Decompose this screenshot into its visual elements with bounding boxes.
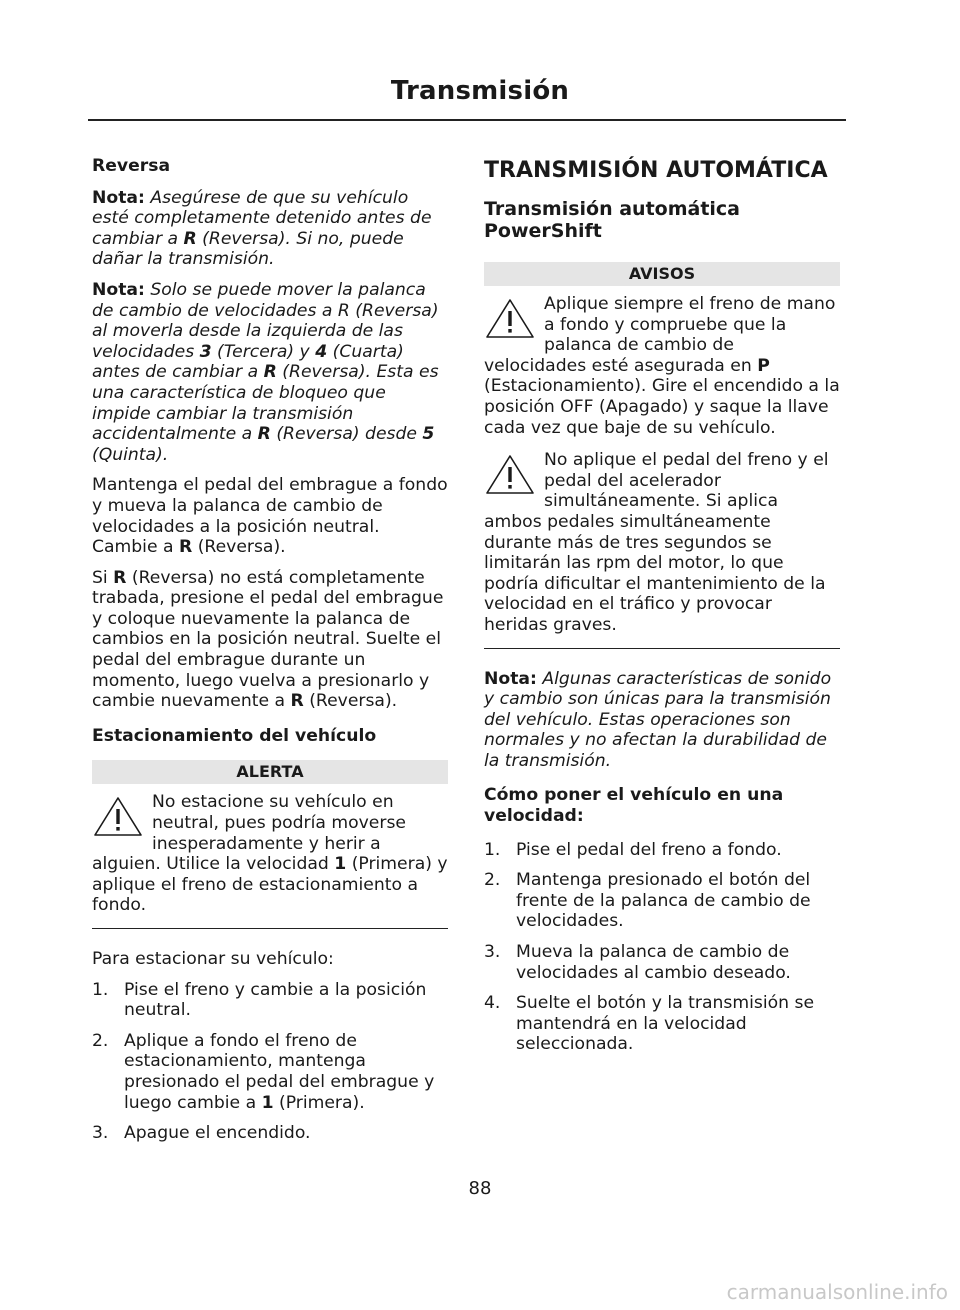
step-text: Mantenga presionado el botón del frente de la palanca de cambio de velocidades. <box>516 870 811 932</box>
note-text: (Reversa) desde <box>270 424 423 445</box>
step-number: 3. <box>92 1123 109 1144</box>
gear-steps-list <box>484 840 840 1055</box>
page-title: Transmisión <box>390 76 570 106</box>
gear-3: 3 <box>199 341 212 362</box>
subsection-heading: Transmisión automática PowerShift <box>484 198 741 242</box>
warning-triangle-icon <box>484 452 536 496</box>
step-number: 1. <box>92 979 109 1000</box>
gear-r: R <box>257 424 271 445</box>
list-item <box>92 980 448 1021</box>
gear-heading: Cómo poner el vehículo en una velocidad: <box>484 785 784 827</box>
note-label: Nota: <box>92 187 145 208</box>
note-text: (Reversa). Esta es una característica de bloqueo que impide cambiar la transmisión accidentalmente a <box>92 362 439 445</box>
para-clutch <box>92 475 448 557</box>
page-number: 88 <box>468 1178 492 1199</box>
note-reversa-stop <box>92 188 448 270</box>
alert-text <box>92 792 448 916</box>
gear-r: R <box>179 537 193 558</box>
note-text: (Cuarta) antes de cambiar a <box>92 341 404 383</box>
gear-5: 5 <box>422 424 435 445</box>
note-text: Algunas características de sonido y cambio son únicas para la transmisión del vehículo. Estas operaciones son normales y no afectan la durabilidad de la transmisión. <box>484 668 832 771</box>
alert-block <box>92 792 448 916</box>
step-text: Pise el pedal del freno a fondo. <box>516 839 782 860</box>
note-text: (Reversa). Si no, puede dañar la transmisión. <box>92 228 404 270</box>
gear-4: 4 <box>315 341 328 362</box>
alert-text-part: (Primera) y aplique el freno de estacionamiento a fondo. <box>92 854 448 916</box>
note-label: Nota: <box>484 668 537 689</box>
step-text: Pise el freno y cambie a la posición neutral. <box>124 979 427 1021</box>
para-text: (Reversa) no está completamente trabada, presione el pedal del embrague y coloque nuevamente la palanca de cambios en la posición neutral. Suelte el pedal del embrague durante un momento, luego vuelva a presionarlo y cambie nuevamente a <box>92 567 444 712</box>
warning-triangle-icon <box>92 794 144 838</box>
alert-title-bar: ALERTA <box>92 760 448 784</box>
step-text: Aplique a fondo el freno de estacionamiento, mantenga presionado el pedal del embrague y luego cambie a <box>124 1030 435 1113</box>
watermark-bottom: carmanualsonline.info <box>726 1280 948 1304</box>
gear-1: 1 <box>261 1092 274 1113</box>
gear-p: P <box>757 355 770 376</box>
list-item <box>92 1031 448 1113</box>
left-column <box>92 156 448 1154</box>
note-text: Asegúrese de que su vehículo esté completamente detenido antes de cambiar a <box>92 187 432 249</box>
gear-r: R <box>290 691 304 712</box>
alert-text-part: No estacione su vehículo en neutral, pues podría moverse inesperadamente y herir a alguien. Utilice la velocidad <box>92 792 406 875</box>
gear-r: R <box>113 567 127 588</box>
para-not-engaged <box>92 568 448 712</box>
section-heading: TRANSMISIÓN AUTOMÁTICA <box>484 158 828 183</box>
warnings-end-rule <box>484 648 840 649</box>
list-item <box>92 1123 448 1144</box>
warning-triangle-icon <box>484 296 536 340</box>
warning-text-1 <box>484 294 840 438</box>
step-text: (Primera). <box>273 1092 365 1113</box>
warning-block-2 <box>484 450 840 635</box>
step-text: Mueva la palanca de cambio de velocidades al cambio deseado. <box>516 942 791 983</box>
warning-text-2: No aplique el pedal del freno y el pedal del acelerador simultáneamente. Si aplica ambos pedales simultáneamente durante más de tres segundos se limitarán las rpm del motor, lo que podría dificultar el mantenimiento de la velocidad en el tráfico y provocar heridas graves. <box>484 450 829 635</box>
header-divider <box>88 119 846 121</box>
note-text: (Quinta). <box>92 444 169 465</box>
gear-1: 1 <box>334 854 347 875</box>
note-powershift <box>484 669 840 772</box>
step-number: 3. <box>484 942 501 963</box>
note-text: Solo se puede mover la palanca de cambio de velocidades a R (Reversa) al moverla desde la izquierda de las velocidades <box>92 279 439 362</box>
step-number: 4. <box>484 993 501 1014</box>
step-number: 2. <box>484 870 501 891</box>
park-intro: Para estacionar su vehículo: <box>92 949 334 969</box>
parking-heading: Estacionamiento del vehículo <box>92 725 377 746</box>
list-item <box>484 840 840 861</box>
list-item <box>484 942 840 983</box>
reversa-heading: Reversa <box>92 156 171 176</box>
step-text: Suelte el botón y la transmisión se mantendrá en la velocidad seleccionada. <box>516 993 815 1055</box>
list-item <box>484 993 840 1055</box>
gear-r: R <box>183 228 197 249</box>
note-reverse-lockout <box>92 280 448 465</box>
alert-end-rule <box>92 928 448 929</box>
warning-block-1 <box>484 294 840 438</box>
warnings-title-bar: AVISOS <box>484 262 840 286</box>
step-text: Apague el encendido. <box>124 1123 311 1144</box>
para-text: (Reversa). <box>192 537 286 558</box>
right-column <box>484 156 840 1065</box>
para-text: (Reversa). <box>303 691 398 712</box>
para-text: Mantenga el pedal del embrague a fondo y mueva la palanca de cambio de velocidades a la posición neutral. Cambie a <box>92 475 448 558</box>
park-steps-list <box>92 980 448 1144</box>
warning-text-part: Aplique siempre el freno de mano a fondo y compruebe que la palanca de cambio de velocidades esté asegurada en <box>484 294 836 376</box>
para-text: Si <box>92 567 114 588</box>
note-text: (Tercera) y <box>211 341 316 362</box>
warning-text-part: (Estacionamiento). Gire el encendido a la posición OFF (Apagado) y saque la llave cada vez que baje de su vehículo. <box>484 376 840 438</box>
gear-r: R <box>263 362 277 383</box>
step-number: 2. <box>92 1030 109 1051</box>
step-number: 1. <box>484 839 501 860</box>
list-item <box>484 870 840 932</box>
note-label: Nota: <box>92 279 145 300</box>
